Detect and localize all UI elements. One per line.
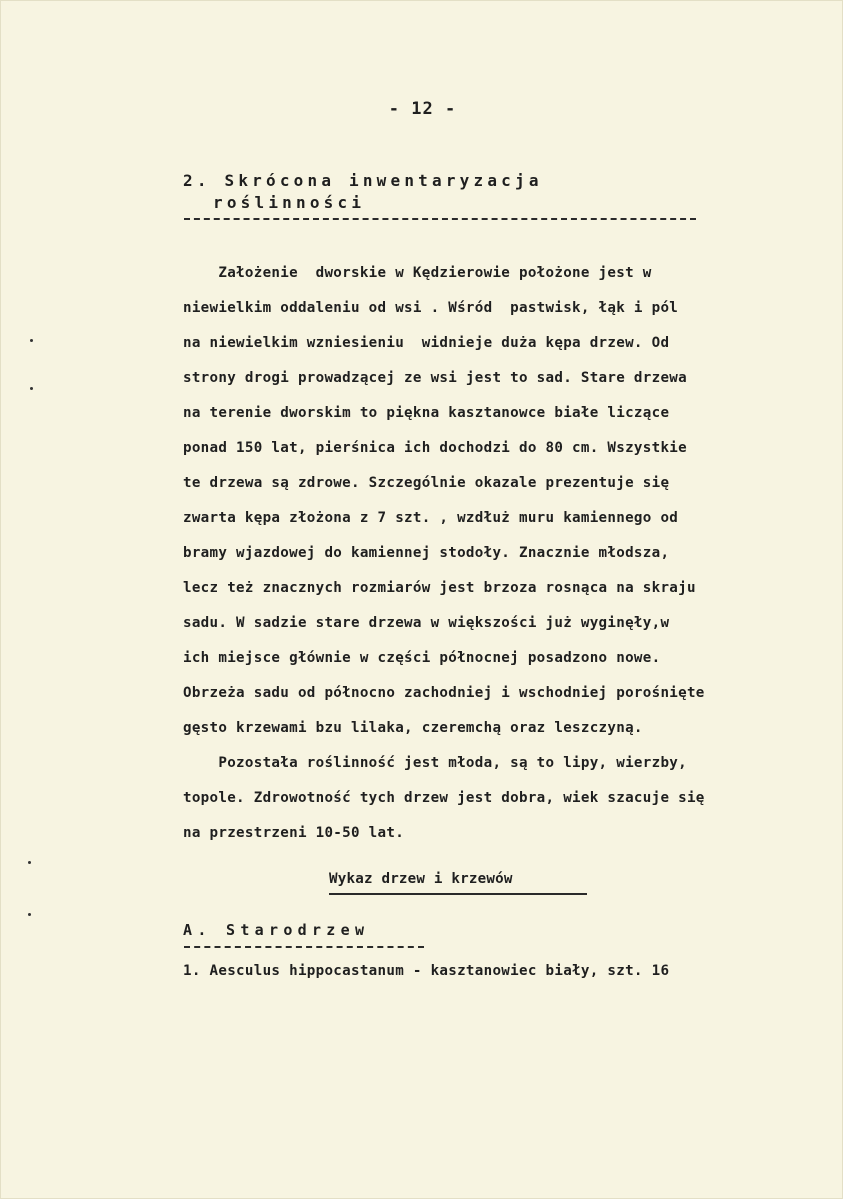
paragraph-line: topole. Zdrowotność tych drzew jest dobra, wiek szacuje się — [183, 790, 705, 806]
list-title: Wykaz drzew i krzewów — [329, 871, 513, 887]
paragraph-line: Pozostała roślinność jest młoda, są to lipy, wierzby, — [183, 755, 687, 771]
paragraph-line: lecz też znacznych rozmiarów jest brzoza rosnąca na skraju — [183, 580, 696, 596]
paragraph-line: te drzewa są zdrowe. Szczególnie okazale prezentuje się — [183, 475, 670, 491]
paragraph-line: Obrzeża sadu od północno zachodniej i wschodniej porośnięte — [183, 685, 705, 701]
section-heading-line-1: 2. Skrócona inwentaryzacja — [183, 171, 543, 190]
list-title-underline — [329, 893, 587, 895]
paragraph-line: Założenie dworskie w Kędzierowie położone jest w — [183, 265, 652, 281]
paragraph-line: sadu. W sadzie stare drzewa w większości już wyginęły,w — [183, 615, 670, 631]
paragraph-line: strony drogi prowadzącej ze wsi jest to sad. Stare drzewa — [183, 370, 687, 386]
section-heading-line-2: roślinności — [213, 193, 366, 212]
paragraph-line: ponad 150 lat, pierśnica ich dochodzi do 80 cm. Wszystkie — [183, 440, 687, 456]
paragraph-line: na niewielkim wzniesieniu widnieje duża kępa drzew. Od — [183, 335, 670, 351]
margin-punch-mark — [28, 861, 31, 864]
page-number: - 12 - — [388, 99, 457, 119]
section-a-heading: A. Starodrzew — [183, 921, 370, 939]
paragraph-line: na przestrzeni 10-50 lat. — [183, 825, 405, 841]
margin-punch-mark — [30, 339, 33, 342]
paragraph-line: gęsto krzewami bzu lilaka, czeremchą oraz leszczyną. — [183, 720, 643, 736]
paragraph-line: ich miejsce głównie w części północnej posadzono nowe. — [183, 650, 661, 666]
margin-punch-mark — [30, 387, 33, 390]
paragraph-line: zwarta kępa złożona z 7 szt. , wzdłuż muru kamiennego od — [183, 510, 679, 526]
list-item: 1. Aesculus hippocastanum - kasztanowiec biały, szt. 16 — [183, 963, 670, 979]
heading-underline — [184, 218, 696, 220]
paragraph-line: na terenie dworskim to piękna kasztanowce białe liczące — [183, 405, 670, 421]
section-a-underline — [184, 946, 424, 948]
paragraph-line: bramy wjazdowej do kamiennej stodoły. Znacznie młodsza, — [183, 545, 670, 561]
paragraph-line: niewielkim oddaleniu od wsi . Wśród pastwisk, łąk i pól — [183, 300, 679, 316]
margin-punch-mark — [28, 913, 31, 916]
